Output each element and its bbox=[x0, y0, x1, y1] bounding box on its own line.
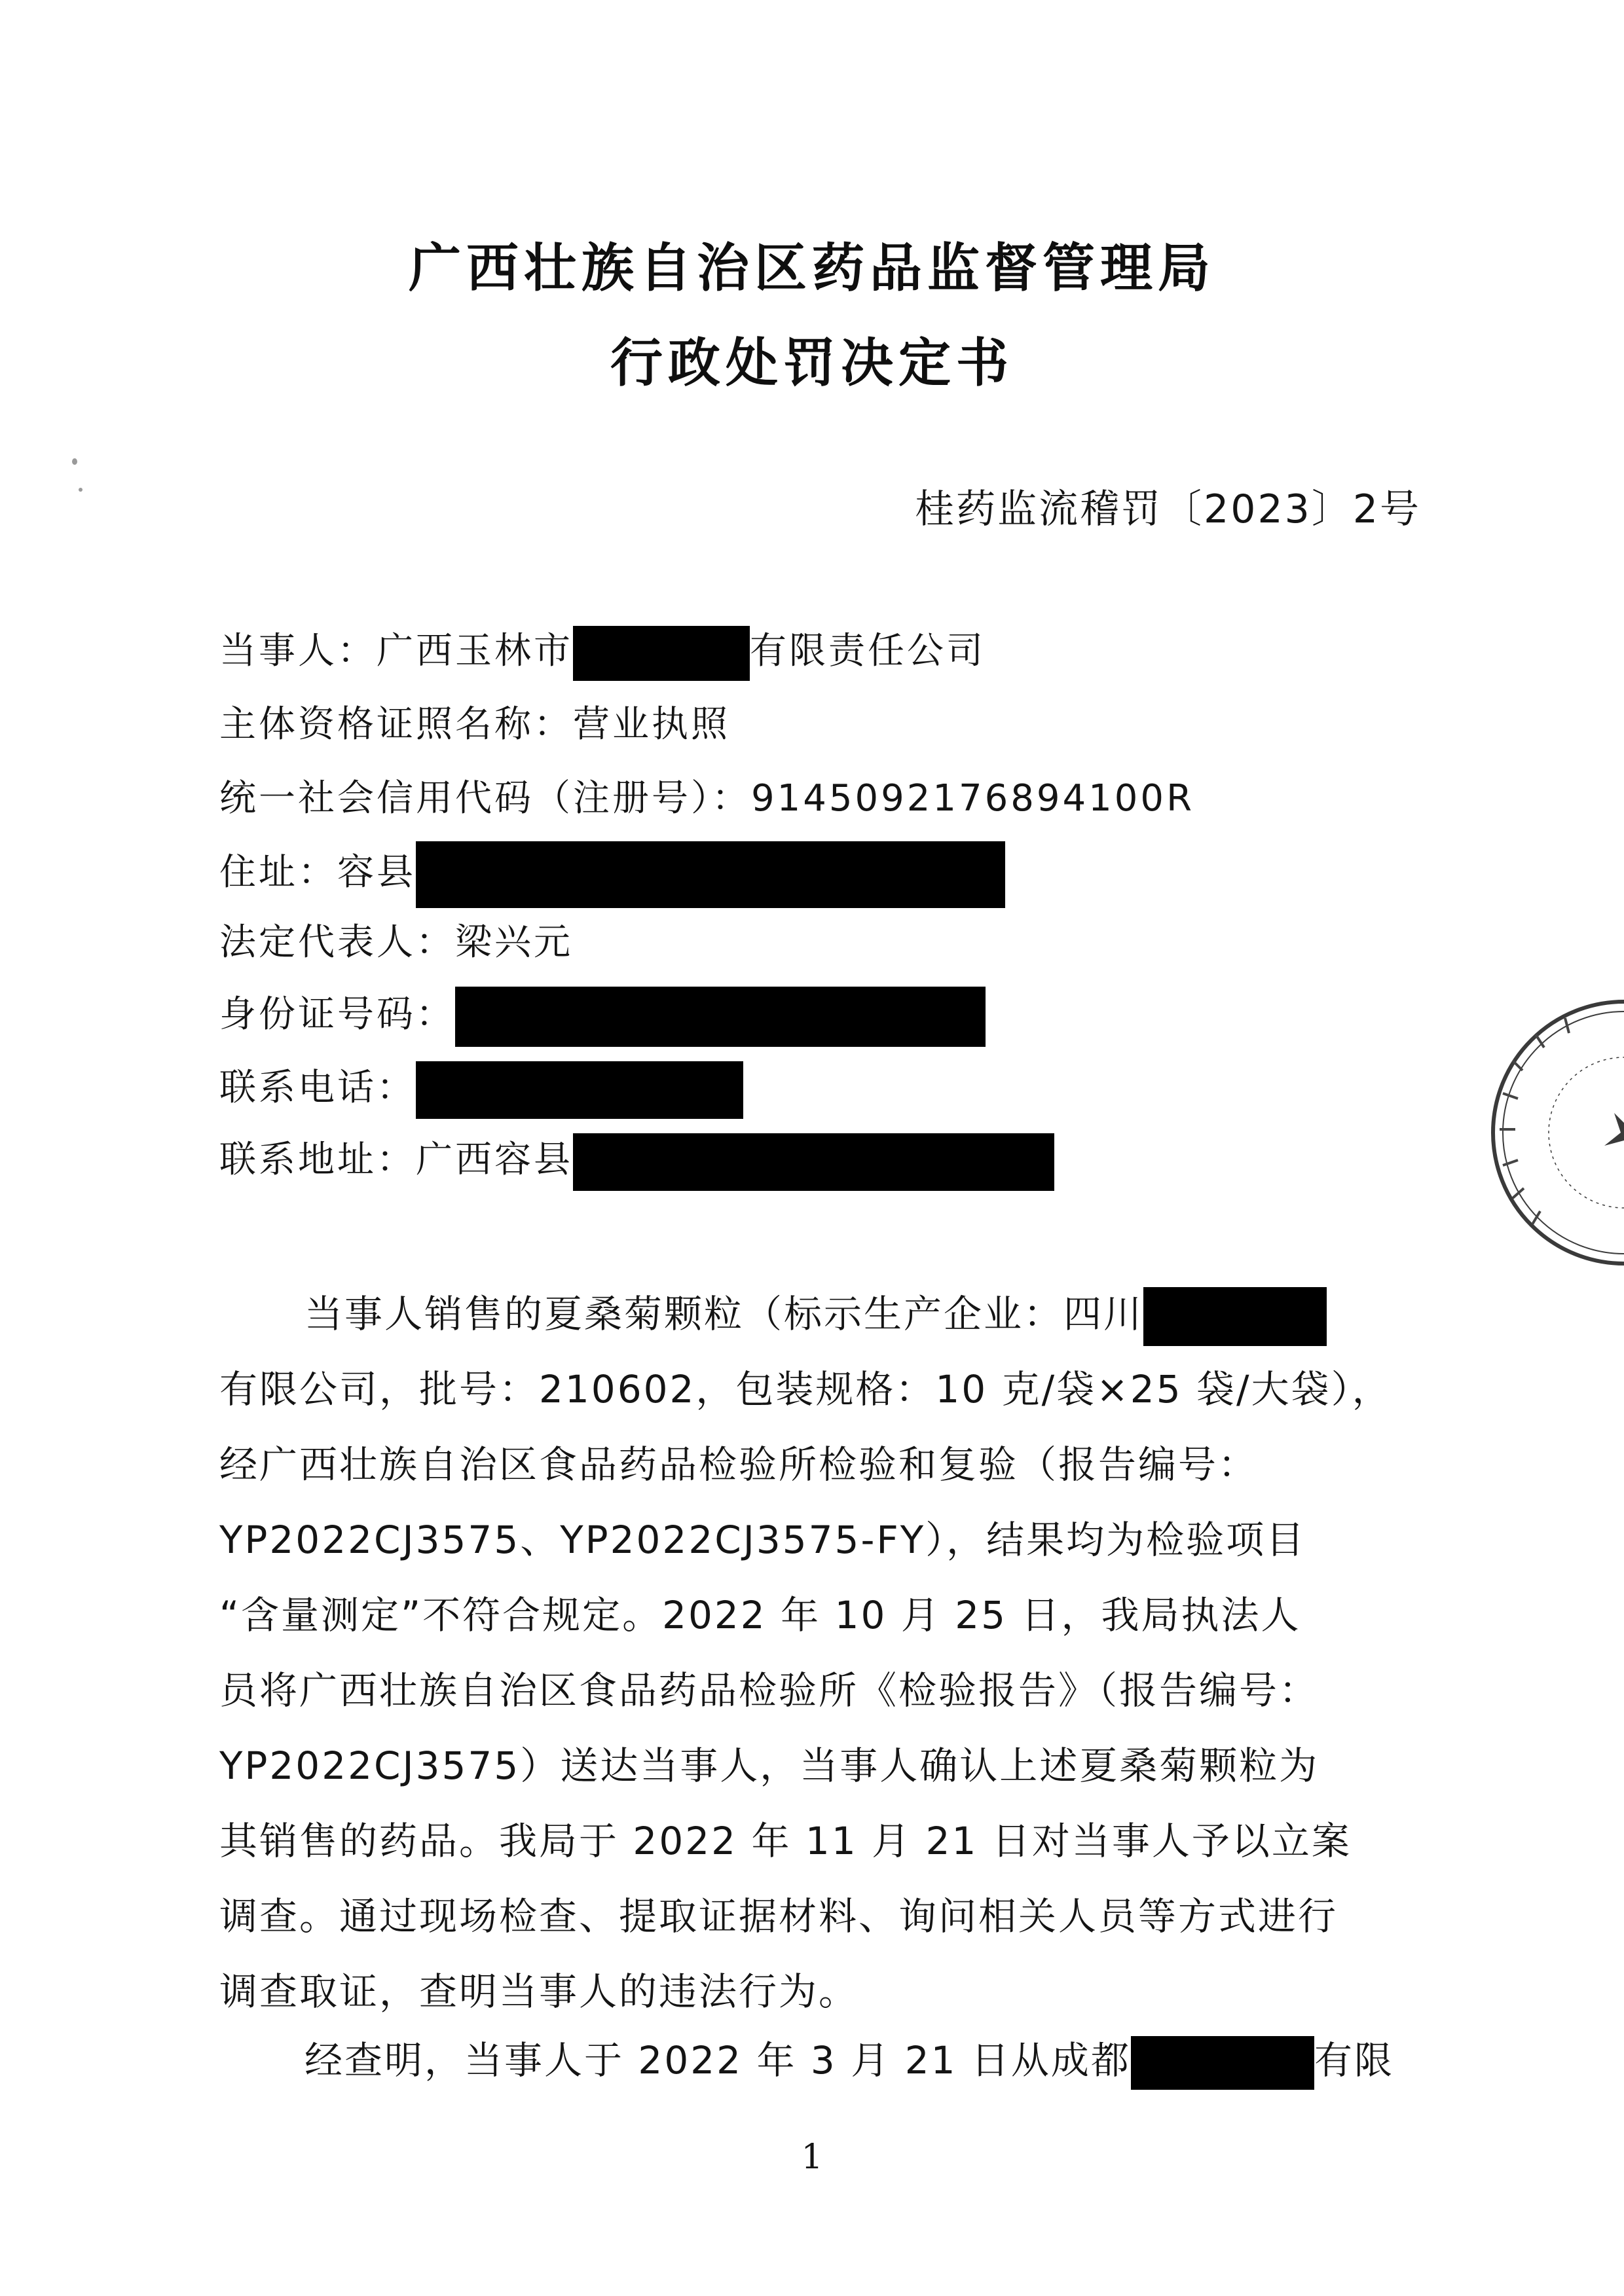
paragraph-line: 员将广西壮族自治区食品药品检验所《检验报告》（报告编号： bbox=[219, 1668, 1320, 1713]
legal-representative-line: 法定代表人：梁兴元 bbox=[219, 921, 573, 964]
document-title: 广西壮族自治区药品监督管理局 bbox=[409, 237, 1215, 299]
scan-speck bbox=[79, 488, 83, 492]
paragraph-line: 调查。通过现场检查、提取证据材料、询问相关人员等方式进行 bbox=[219, 1894, 1338, 1939]
paragraph-line: 有限公司，批号：210602，包装规格：10 克/袋×25 袋/大袋）， bbox=[219, 1367, 1392, 1412]
redaction-bar bbox=[416, 841, 1005, 908]
document-number: 桂药监流稽罚〔2023〕2号 bbox=[915, 486, 1421, 532]
paragraph-text: 当事人销售的夏桑菊颗粒（标示生产企业：四川 bbox=[304, 1292, 1144, 1336]
license-name-line: 主体资格证照名称：营业执照 bbox=[219, 703, 730, 746]
paragraph-line: YP2022CJ3575、YP2022CJ3575-FY），结果均为检验项目 bbox=[219, 1518, 1306, 1562]
party-name-suffix: 有限责任公司 bbox=[750, 630, 986, 672]
contact-address-line bbox=[219, 1131, 1054, 1191]
scan-speck bbox=[72, 458, 77, 465]
id-number-line bbox=[219, 985, 986, 1047]
credit-code-line: 统一社会信用代码（注册号）：9145092176894100R bbox=[219, 777, 1194, 820]
redaction-bar bbox=[1131, 2036, 1314, 2090]
paragraph-line bbox=[304, 2030, 1424, 2090]
paragraph-line: 调查取证，查明当事人的违法行为。 bbox=[219, 1969, 859, 2014]
paragraph-line: YP2022CJ3575）送达当事人，当事人确认上述夏桑菊颗粒为 bbox=[219, 1743, 1320, 1788]
phone-line bbox=[219, 1059, 743, 1119]
redaction-bar bbox=[455, 987, 986, 1047]
party-name-line bbox=[219, 622, 986, 681]
redaction-bar bbox=[573, 1133, 1054, 1191]
redaction-bar bbox=[416, 1061, 743, 1119]
document-subtitle: 行政处罚决定书 bbox=[610, 332, 1014, 393]
address-line bbox=[219, 841, 1005, 908]
redaction-bar bbox=[1143, 1287, 1327, 1346]
paragraph-line: 经广西壮族自治区食品药品检验所检验和复验（报告编号： bbox=[219, 1442, 1259, 1487]
paragraph-line: “含量测定”不符合规定。2022 年 10 月 25 日，我局执法人 bbox=[219, 1593, 1301, 1637]
paragraph-line: 其销售的药品。我局于 2022 年 11 月 21 日对当事人予以立案 bbox=[219, 1819, 1352, 1863]
id-label: 身份证号码： bbox=[219, 993, 455, 1036]
paragraph-text: 有限 bbox=[1314, 2038, 1394, 2083]
paragraph-line bbox=[304, 1283, 1424, 1346]
official-seal-icon bbox=[1473, 989, 1624, 1277]
redaction-bar bbox=[573, 626, 750, 681]
page-number: 1 bbox=[801, 2138, 823, 2177]
paragraph-text: 经查明，当事人于 2022 年 3 月 21 日从成都 bbox=[304, 2038, 1131, 2083]
party-name-prefix: 当事人：广西玉林市 bbox=[219, 630, 573, 672]
contact-address-label: 联系地址：广西容县 bbox=[219, 1139, 573, 1181]
address-label: 住址：容县 bbox=[219, 851, 416, 894]
phone-label: 联系电话： bbox=[219, 1066, 416, 1109]
